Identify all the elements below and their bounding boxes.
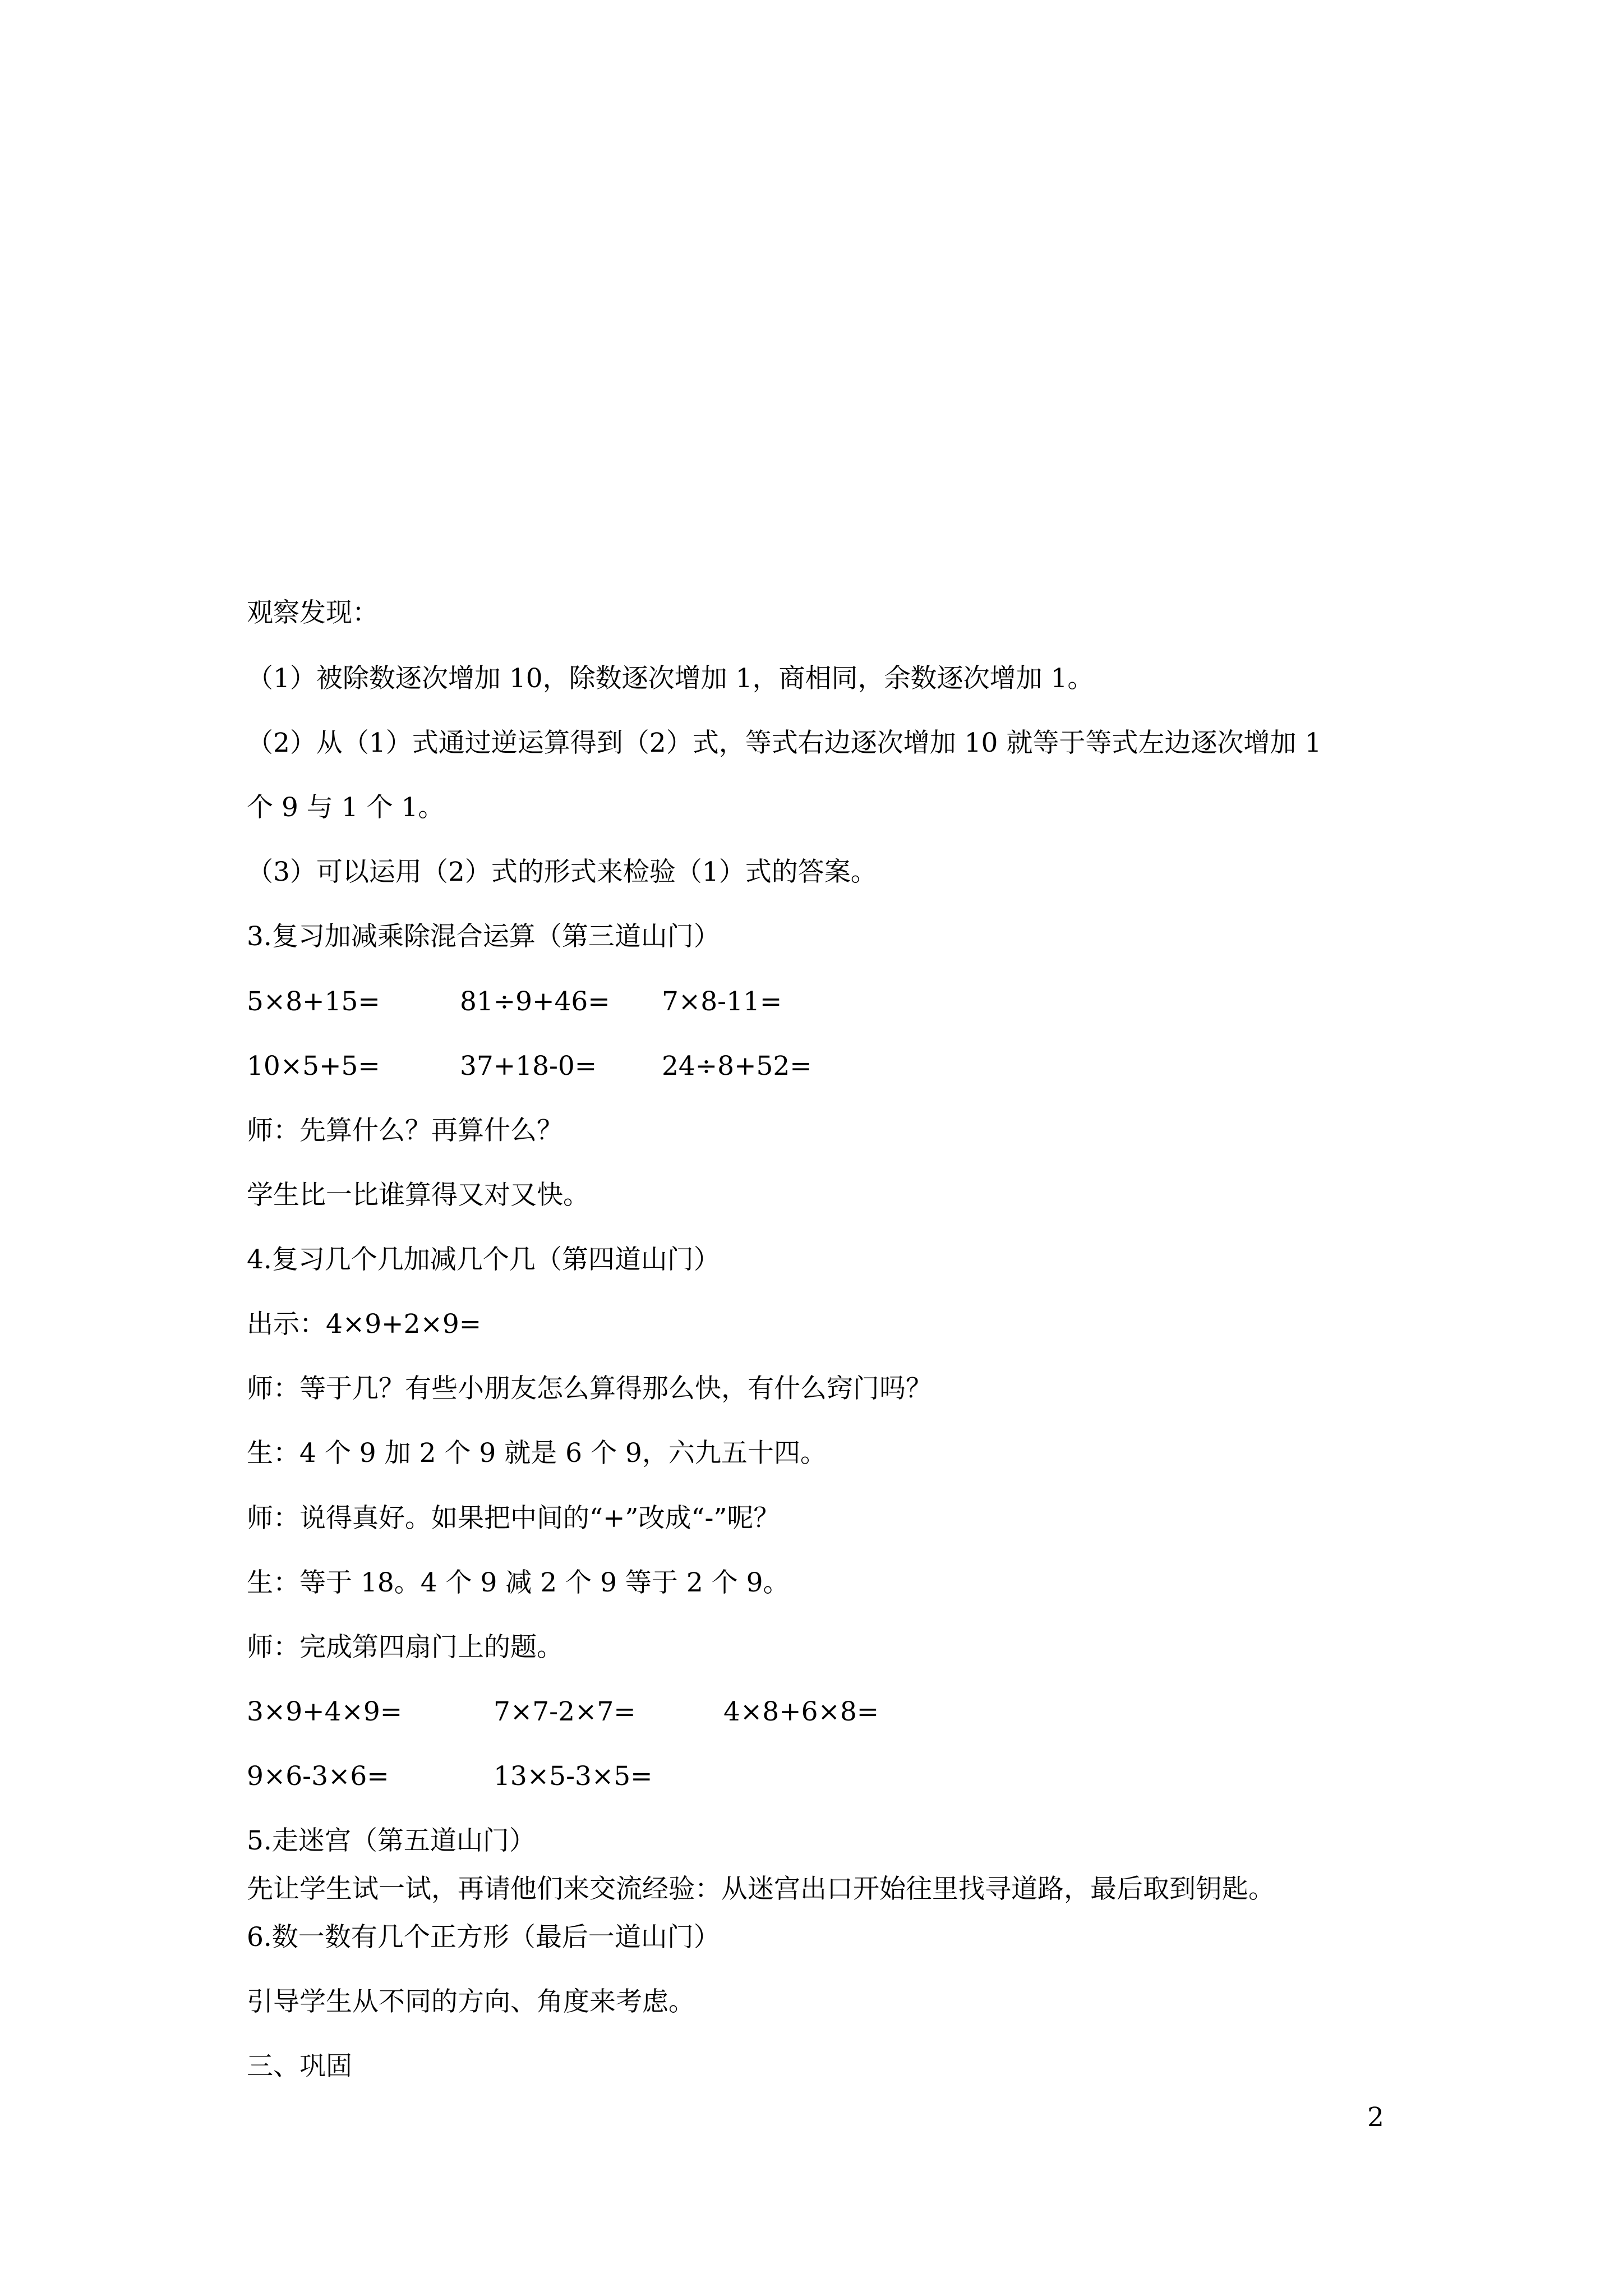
exercise-item: 24÷8+52= <box>662 1051 812 1082</box>
student-answer-2: 生：等于 18。4 个 9 减 2 个 9 等于 2 个 9。 <box>247 1567 790 1598</box>
exercise-item: 7×8-11= <box>662 986 782 1017</box>
exercise-item: 4×8+6×8= <box>723 1696 879 1727</box>
observation-title: 观察发现： <box>247 597 379 628</box>
student-answer-1: 生：4 个 9 加 2 个 9 就是 6 个 9，六九五十四。 <box>247 1438 827 1469</box>
section-3-title: 3.复习加减乘除混合运算（第三道山门） <box>247 921 720 952</box>
exercise-item: 5×8+15= <box>247 986 380 1017</box>
section-4-title: 4.复习几个几加减几个几（第四道山门） <box>247 1244 720 1275</box>
teacher-question-4: 师：完成第四扇门上的题。 <box>247 1632 563 1663</box>
section-6-text: 引导学生从不同的方向、角度来考虑。 <box>247 1986 695 2017</box>
observation-1: （1）被除数逐次增加 10，除数逐次增加 1，商相同，余数逐次增加 1。 <box>247 663 1094 694</box>
page-number: 2 <box>1367 2102 1384 2133</box>
teacher-question-1: 师：先算什么？再算什么？ <box>247 1115 563 1146</box>
exercise-item: 10×5+5= <box>247 1051 380 1082</box>
part-3-title: 三、巩固 <box>247 2051 352 2082</box>
section-5-title: 5.走迷宫（第五道山门） <box>247 1825 536 1856</box>
exercise-item: 9×6-3×6= <box>247 1761 389 1792</box>
exercise-item: 81÷9+46= <box>460 986 610 1017</box>
section-6-title: 6.数一数有几个正方形（最后一道山门） <box>247 1922 720 1953</box>
exercise-item: 7×7-2×7= <box>494 1696 636 1727</box>
teacher-question-2: 师：等于几？有些小朋友怎么算得那么快，有什么窍门吗？ <box>247 1373 932 1404</box>
observation-3: （3）可以运用（2）式的形式来检验（1）式的答案。 <box>247 857 877 887</box>
section-5-text: 先让学生试一试，再请他们来交流经验：从迷宫出口开始往里找寻道路，最后取到钥匙。 <box>247 1874 1275 1904</box>
section-3-exercise-row-2 <box>247 1050 812 1083</box>
exercise-item: 37+18-0= <box>460 1051 597 1082</box>
observation-2-line-2: 个 9 与 1 个 1。 <box>247 792 445 823</box>
section-4-exercise-row-1 <box>247 1695 879 1729</box>
section-3-exercise-row-1 <box>247 985 782 1019</box>
section-4-exercise-row-2 <box>247 1760 653 1793</box>
observation-2-line-1: （2）从（1）式通过逆运算得到（2）式，等式右边逐次增加 10 就等于等式左边逐次增加 1 <box>247 728 1322 758</box>
exercise-item: 3×9+4×9= <box>247 1696 403 1727</box>
students-compare: 学生比一比谁算得又对又快。 <box>247 1180 589 1211</box>
teacher-question-3: 师：说得真好。如果把中间的“+”改成“-”呢？ <box>247 1503 780 1534</box>
show-expression: 出示：4×9+2×9= <box>247 1309 482 1340</box>
exercise-item: 13×5-3×5= <box>494 1761 653 1792</box>
